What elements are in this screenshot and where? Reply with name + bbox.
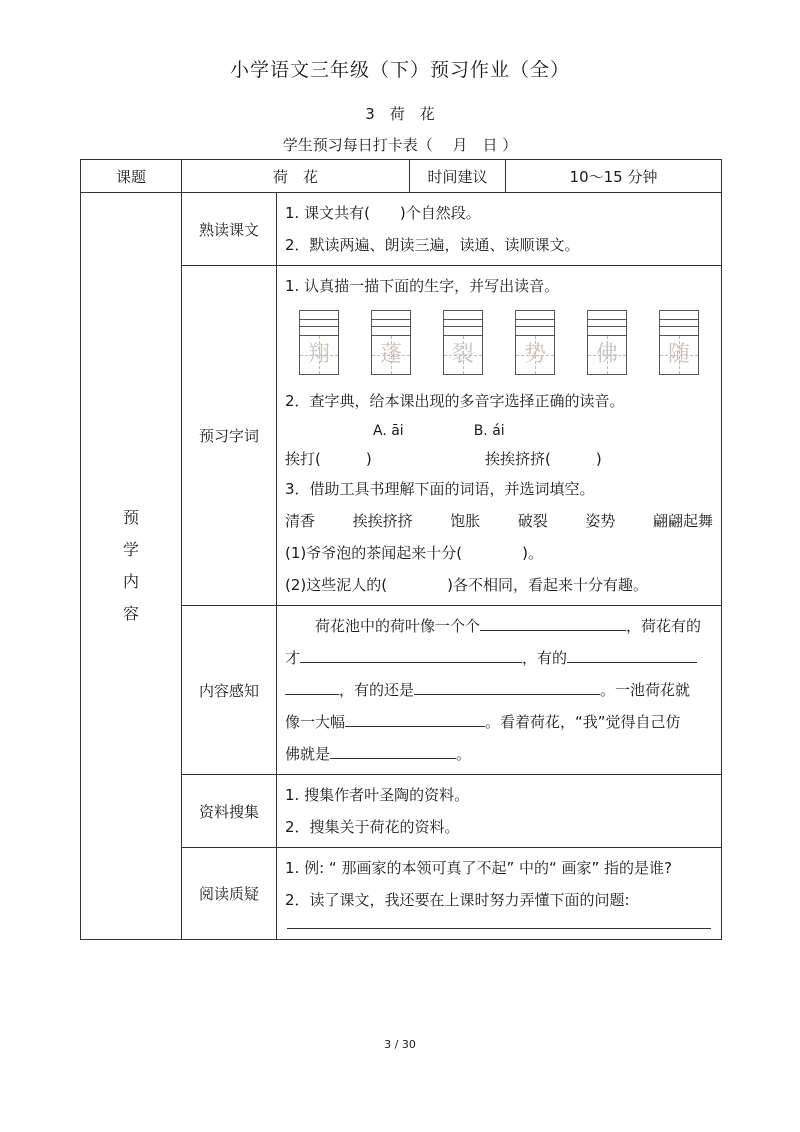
- time-value: 10～15 分钟: [506, 160, 722, 193]
- pinyin-lines: [443, 310, 483, 335]
- preview-table: [80, 159, 722, 940]
- word-bank-item: 清香: [285, 512, 316, 530]
- checkin-subtitle: 学生预习每日打卡表（ 月 日 ）: [282, 136, 518, 154]
- content-text: 。: [456, 745, 472, 763]
- tracing-character: 翔: [307, 342, 330, 367]
- time-label: 时间建议: [410, 160, 506, 193]
- content-text: ，荷花有的: [626, 617, 702, 635]
- word-bank-item: 翩翩起舞: [652, 512, 713, 530]
- content-text: 。看着荷花，“我”觉得自己仿: [485, 713, 681, 731]
- answer-blank[interactable]: [567, 642, 697, 663]
- reading-line-2: 2．默读两遍、朗读三遍，读通、读顺课文。: [285, 236, 580, 254]
- page-number: 3 / 30: [384, 1038, 416, 1051]
- fill-sentence-2[interactable]: (2)这些泥人的( )各不相同，看起来十分有趣。: [285, 576, 648, 594]
- content-text: 。一池荷花就: [600, 681, 691, 699]
- word-bank-item: 姿势: [585, 512, 616, 530]
- pinyin-lines: [299, 310, 339, 335]
- pinyin-lines: [371, 310, 411, 335]
- word-bank-item: 破裂: [517, 512, 548, 530]
- reading-line-1: 1. 课文共有( )个自然段。: [285, 204, 481, 222]
- word-bank-item: 饱胀: [450, 512, 481, 530]
- topic-value: 荷 花: [182, 160, 410, 193]
- answer-blank[interactable]: [480, 610, 626, 631]
- option-a: A. āi: [373, 423, 404, 439]
- pinyin-lines: [659, 310, 699, 335]
- questions-label: 阅读质疑: [182, 848, 277, 940]
- tracing-box[interactable]: [587, 310, 627, 375]
- answer-blank[interactable]: [285, 674, 339, 695]
- research-label: 资料搜集: [182, 775, 277, 848]
- tracing-character: 随: [667, 342, 690, 367]
- word-bank: [285, 505, 713, 537]
- tracing-character: 裂: [451, 342, 474, 367]
- polyphone-item-1[interactable]: 挨打( ): [285, 450, 372, 468]
- answer-blank[interactable]: [300, 642, 522, 663]
- tracing-character: 蓬: [379, 342, 402, 367]
- section-char: 内: [122, 572, 139, 591]
- section-char: 学: [122, 540, 139, 559]
- answer-blank[interactable]: [330, 738, 456, 759]
- fill-sentence-1[interactable]: (1)爷爷泡的茶闻起来十分( )。: [285, 544, 543, 562]
- pinyin-lines: [515, 310, 555, 335]
- research-line-2: 2．搜集关于荷花的资料。: [285, 818, 460, 836]
- section-char: 预: [122, 508, 139, 527]
- topic-label: 课题: [81, 160, 182, 193]
- tracing-box[interactable]: [443, 310, 483, 375]
- word-bank-item: 挨挨挤挤: [352, 512, 413, 530]
- vocab-q2: 2．查字典，给本课出现的多音字选择正确的读音。: [285, 392, 625, 410]
- tracing-character: 势: [523, 342, 546, 367]
- character-grid-row: [285, 302, 713, 385]
- answer-blank[interactable]: [414, 674, 600, 695]
- content-text: 荷花池中的荷叶像一个个: [315, 617, 481, 635]
- section-label: [81, 193, 182, 940]
- content-label: 内容感知: [182, 606, 277, 775]
- questions-line-1: 1. 例: “ 那画家的本领可真了不起” 中的“ 画家” 指的是谁?: [285, 859, 673, 877]
- vocab-q1: 1. 认真描一描下面的生字，并写出读音。: [285, 277, 560, 295]
- research-line-1: 1. 搜集作者叶圣陶的资料。: [285, 786, 470, 804]
- pinyin-options: [285, 417, 713, 445]
- tracing-character: 佛: [595, 342, 618, 367]
- answer-blank[interactable]: [345, 706, 485, 727]
- tracing-box[interactable]: [299, 310, 339, 375]
- content-text: ，有的还是: [339, 681, 415, 699]
- content-text: 佛就是: [285, 745, 331, 763]
- tracing-box[interactable]: [515, 310, 555, 375]
- content-paragraph: [285, 610, 713, 770]
- reading-label: 熟读课文: [182, 193, 277, 266]
- lesson-title: 3 荷 花: [365, 105, 435, 123]
- option-b: B. ái: [473, 423, 505, 439]
- tracing-box[interactable]: [371, 310, 411, 375]
- section-char: 容: [122, 604, 139, 623]
- polyphone-items: [285, 445, 713, 473]
- content-text: ，有的: [522, 649, 568, 667]
- answer-line[interactable]: [287, 916, 711, 929]
- vocab-label: 预习字词: [182, 266, 277, 606]
- document-title: 小学语文三年级（下）预习作业（全）: [229, 59, 570, 81]
- polyphone-item-2[interactable]: 挨挨挤挤( ): [485, 450, 602, 468]
- content-text: 像一大幅: [285, 713, 346, 731]
- content-text: 才: [285, 649, 301, 667]
- tracing-box[interactable]: [659, 310, 699, 375]
- vocab-q3: 3．借助工具书理解下面的词语，并选词填空。: [285, 480, 595, 498]
- questions-line-2: 2．读了课文，我还要在上课时努力弄懂下面的问题:: [285, 891, 630, 909]
- pinyin-lines: [587, 310, 627, 335]
